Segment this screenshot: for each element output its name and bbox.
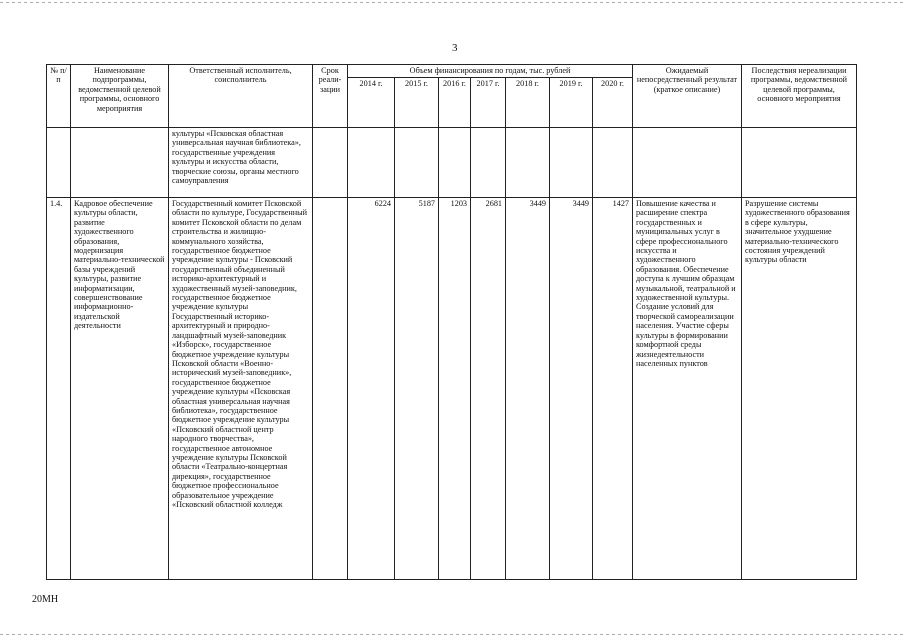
header-year: 2019 г. (550, 78, 593, 128)
header-year: 2018 г. (506, 78, 550, 128)
row-value: 1203 (439, 198, 471, 580)
row-value: 3449 (506, 198, 550, 580)
header-num: № п/п (47, 65, 71, 128)
row-name: Кадровое обеспечение культуры области, развитие художественного образования, модернизация материально-технической базы учреждений культуры, развитие информатизации, совершенствование информационно-издательской деятельности (71, 198, 169, 580)
row-value (439, 128, 471, 198)
row-value: 1427 (593, 198, 633, 580)
footer-code: 20МН (32, 594, 59, 605)
row-value: 6224 (348, 198, 395, 580)
row-value (550, 128, 593, 198)
header-name: Наименование подпрограммы, ведомственной целевой программы, основного мероприятия (71, 65, 169, 128)
row-value: 3449 (550, 198, 593, 580)
table-row (47, 198, 857, 580)
header-year: 2014 г. (348, 78, 395, 128)
scan-edge-top (0, 2, 905, 3)
row-executor: культуры «Псковская областная универсальная научная библиотека», государственные учреждения культуры и искусства области, творческие союзы, органы местного самоуправления (169, 128, 313, 198)
row-name (71, 128, 169, 198)
page-number: 3 (452, 42, 458, 54)
row-consequences (742, 128, 857, 198)
header-result: Ожидаемый непосредственный результат (краткое описание) (633, 65, 742, 128)
row-value (348, 128, 395, 198)
row-value (506, 128, 550, 198)
header-year: 2020 г. (593, 78, 633, 128)
row-term (313, 198, 348, 580)
header-consequences: Последствия нереализации программы, ведомственной целевой программы, основного мероприятия (742, 65, 857, 128)
row-num: 1.4. (47, 198, 71, 580)
header-year: 2016 г. (439, 78, 471, 128)
row-result: Повышение качества и расширение спектра государственных и муниципальных услуг в сфере профессионального искусства и художественного образования. Обеспечение доступа к лучшим образцам музыкальной, театральной и художественной культуры. Создание условий для творческой самореализации населения. Участие сферы культуры в формировании комфортной среды жизнедеятельности населенных пунктов (633, 198, 742, 580)
row-term (313, 128, 348, 198)
header-funding: Объем финансирования по годам, тыс. рублей (348, 65, 633, 78)
scan-edge-bottom (0, 634, 905, 635)
row-value (471, 128, 506, 198)
row-result (633, 128, 742, 198)
row-value (593, 128, 633, 198)
row-executor: Государственный комитет Псковской области по культуре, Государственный комитет Псковской области по делам строительства и жилищно-коммунального хозяйства, государственное бюджетное учреждение культуры - Псковский государственный объединенный историко-архитектурный и художественный музей-заповедник, государственное бюджетное учреждение культуры Государственный историко-архитектурный и природно-ландшафтный музей-заповедник «Изборск», государственное бюджетное учреждение культуры Псковской области «Военно-исторический музей-заповедник», государственное бюджетное учреждение культуры «Псковская областная универсальная научная библиотека», государственное бюджетное учреждение культуры «Псковский областной центр народного творчества», государственное автономное учреждение культуры Псковской области «Театрально-концертная дирекция», государственное бюджетное профессиональное образовательное учреждение «Псковский областной колледж (169, 198, 313, 580)
header-term: Срок реали-зации (313, 65, 348, 128)
program-table (46, 64, 857, 580)
row-consequences: Разрушение системы художественного образования в сфере культуры, значительное ухудшение материально-технического состояния учреждений культуры области (742, 198, 857, 580)
header-row-1 (47, 65, 857, 78)
header-executor: Ответственный исполнитель, соисполнитель (169, 65, 313, 128)
header-year: 2015 г. (395, 78, 439, 128)
row-value (395, 128, 439, 198)
row-value: 2681 (471, 198, 506, 580)
table-row (47, 128, 857, 198)
row-num (47, 128, 71, 198)
row-value: 5187 (395, 198, 439, 580)
header-year: 2017 г. (471, 78, 506, 128)
